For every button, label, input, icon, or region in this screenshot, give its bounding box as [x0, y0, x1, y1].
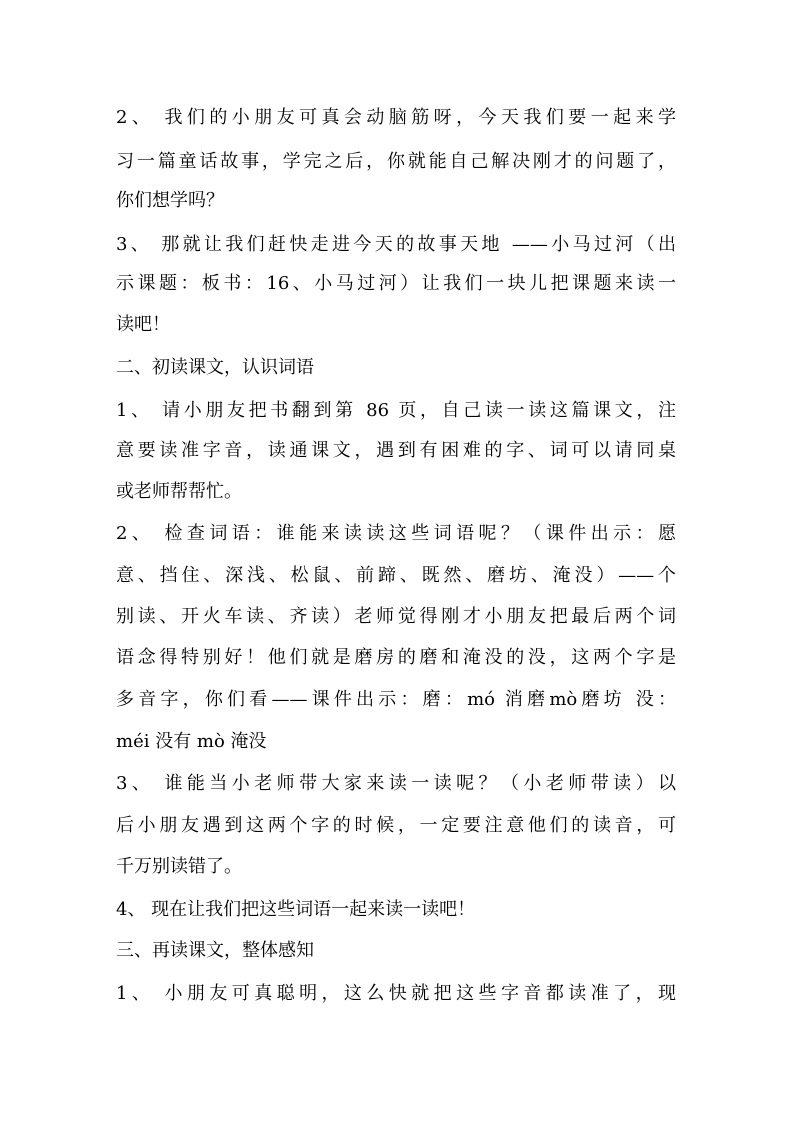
text-line: 千万别读错了。 — [116, 856, 242, 877]
text-line: méi 没有 mò 淹没 — [116, 731, 267, 752]
text-line: 意、挡住、深浅、松鼠、前蹄、既然、磨坊、淹没）——个 — [116, 565, 676, 586]
text-line: 2、 检查词语：谁能来读读这些词语呢？（课件出示：愿 — [116, 523, 676, 544]
text-line: 1、 请小朋友把书翻到第 86 页，自己读一读这篇课文，注 — [116, 400, 676, 421]
text-line: 1、 小朋友可真聪明，这么快就把这些字音都读准了，现 — [116, 983, 676, 1004]
text-line: 意要读准字音，读通课文，遇到有困难的字、词可以请同桌 — [116, 440, 676, 461]
text-line: 示课题：板书：16、小马过河）让我们一块儿把课题来读一 — [116, 273, 676, 294]
text-line: 读吧！ — [116, 314, 170, 335]
text-line: 4、 现在让我们把这些词语一起来读一读吧！ — [116, 899, 476, 920]
text-line: 后小朋友遇到这两个字的时候，一定要注意他们的读音，可 — [116, 815, 676, 836]
text-line: 2、 我们的小朋友可真会动脑筋呀，今天我们要一起来学 — [116, 107, 676, 128]
text-line: 3、 那就让我们赶快走进今天的故事天地 ——小马过河（出 — [116, 234, 676, 255]
text-line: 别读、开火车读、齐读）老师觉得刚才小朋友把最后两个词 — [116, 606, 676, 627]
text-line: 语念得特别好！他们就是磨房的磨和淹没的没，这两个字是 — [116, 647, 676, 668]
text-line: 你们想学吗？ — [116, 190, 224, 211]
text-line: 或老师帮帮忙。 — [116, 481, 242, 502]
text-line: 习一篇童话故事，学完之后，你就能自己解决刚才的问题了， — [116, 151, 676, 172]
text-line: 多音字，你们看——课件出示：磨：mó 消磨mò磨坊 没： — [116, 689, 676, 710]
text-line: 3、 谁能当小老师带大家来读一读呢？（小老师带读）以 — [116, 773, 676, 794]
section-heading: 二、初读课文，认识词语 — [116, 357, 314, 378]
section-heading: 三、再读课文，整体感知 — [116, 940, 314, 961]
